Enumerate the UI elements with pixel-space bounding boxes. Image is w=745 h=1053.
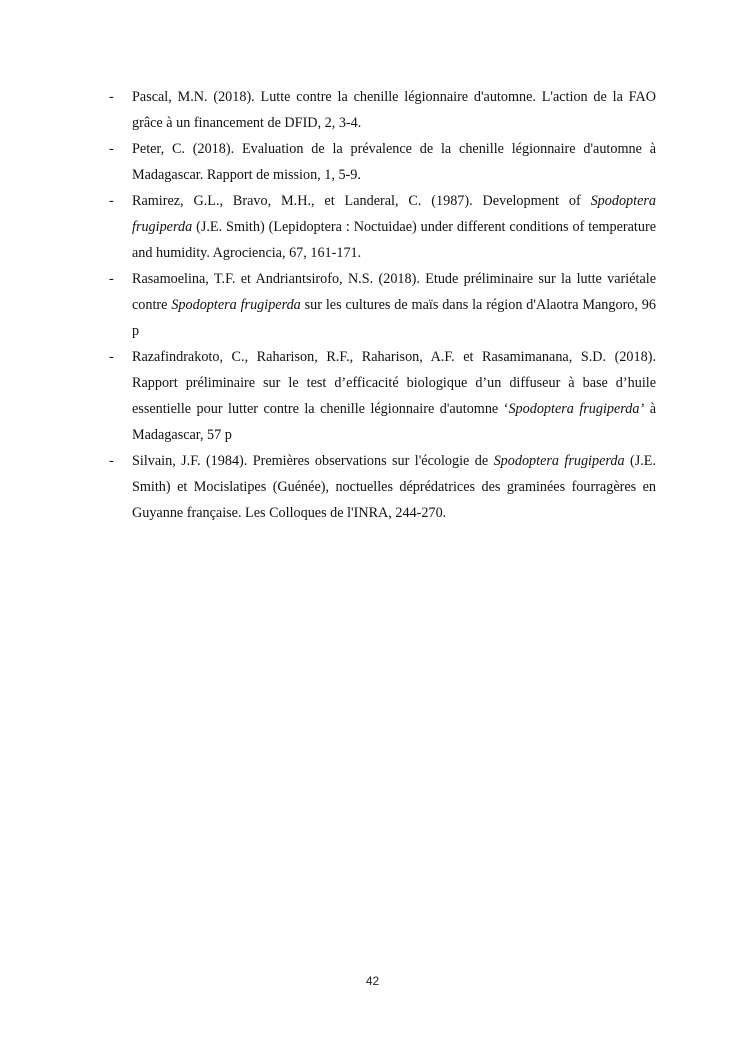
- list-dash: -: [109, 141, 114, 157]
- reference-text: Peter, C. (2018). Evaluation de la prévalence de la chenille légionnaire d'automne à Madagascar. Rapport de mission, 1, 5-9.: [132, 141, 656, 183]
- reference-text: Rasamoelina, T.F. et Andriantsirofo, N.S. (2018). Etude préliminaire sur la lutte variétale contre: [132, 271, 656, 313]
- reference-text: (J.E. Smith) et Mocislatipes (Guénée), noctuelles déprédatrices des graminées fourragères en Guyanne française. Les Colloques de l'INRA, 244-270.: [132, 453, 656, 521]
- reference-text: à Madagascar, 57 p: [132, 401, 656, 443]
- reference-item: [108, 448, 656, 526]
- reference-text: Ramirez, G.L., Bravo, M.H., et Landeral, C. (1987). Development of: [132, 193, 591, 209]
- reference-item: [108, 266, 656, 344]
- species-name: Spodoptera frugiperda: [493, 453, 625, 469]
- list-dash: -: [109, 193, 114, 209]
- reference-text: Razafindrakoto, C., Raharison, R.F., Raharison, A.F. et Rasamimanana, S.D. (2018). Rapport préliminaire sur le test d’efficacité biologique d’un diffuseur à base d’huile essentielle pour lutter contre la chenille légionnaire d'automne ‘: [132, 349, 656, 417]
- species-name: Spodoptera frugiperda’: [508, 401, 645, 417]
- reference-item: [108, 344, 656, 448]
- list-dash: -: [109, 349, 114, 365]
- reference-item: [108, 84, 656, 136]
- reference-text: Pascal, M.N. (2018). Lutte contre la chenille légionnaire d'automne. L'action de la FAO grâce à un financement de DFID, 2, 3-4.: [132, 89, 656, 131]
- reference-item: [108, 188, 656, 266]
- species-name: Spodoptera frugiperda: [132, 193, 656, 235]
- list-dash: -: [109, 453, 114, 469]
- page-number: 42: [365, 974, 380, 988]
- reference-text: Silvain, J.F. (1984). Premières observations sur l'écologie de: [132, 453, 494, 469]
- reference-text: sur les cultures de maïs dans la région d'Alaotra Mangoro, 96 p: [132, 297, 656, 339]
- list-dash: -: [109, 89, 114, 105]
- reference-text: (J.E. Smith) (Lepidoptera : Noctuidae) under different conditions of temperature and humidity. Agrociencia, 67, 161-171.: [132, 219, 656, 261]
- reference-list: [108, 84, 656, 526]
- list-dash: -: [109, 271, 114, 287]
- reference-item: [108, 136, 656, 188]
- species-name: Spodoptera frugiperda: [171, 297, 301, 313]
